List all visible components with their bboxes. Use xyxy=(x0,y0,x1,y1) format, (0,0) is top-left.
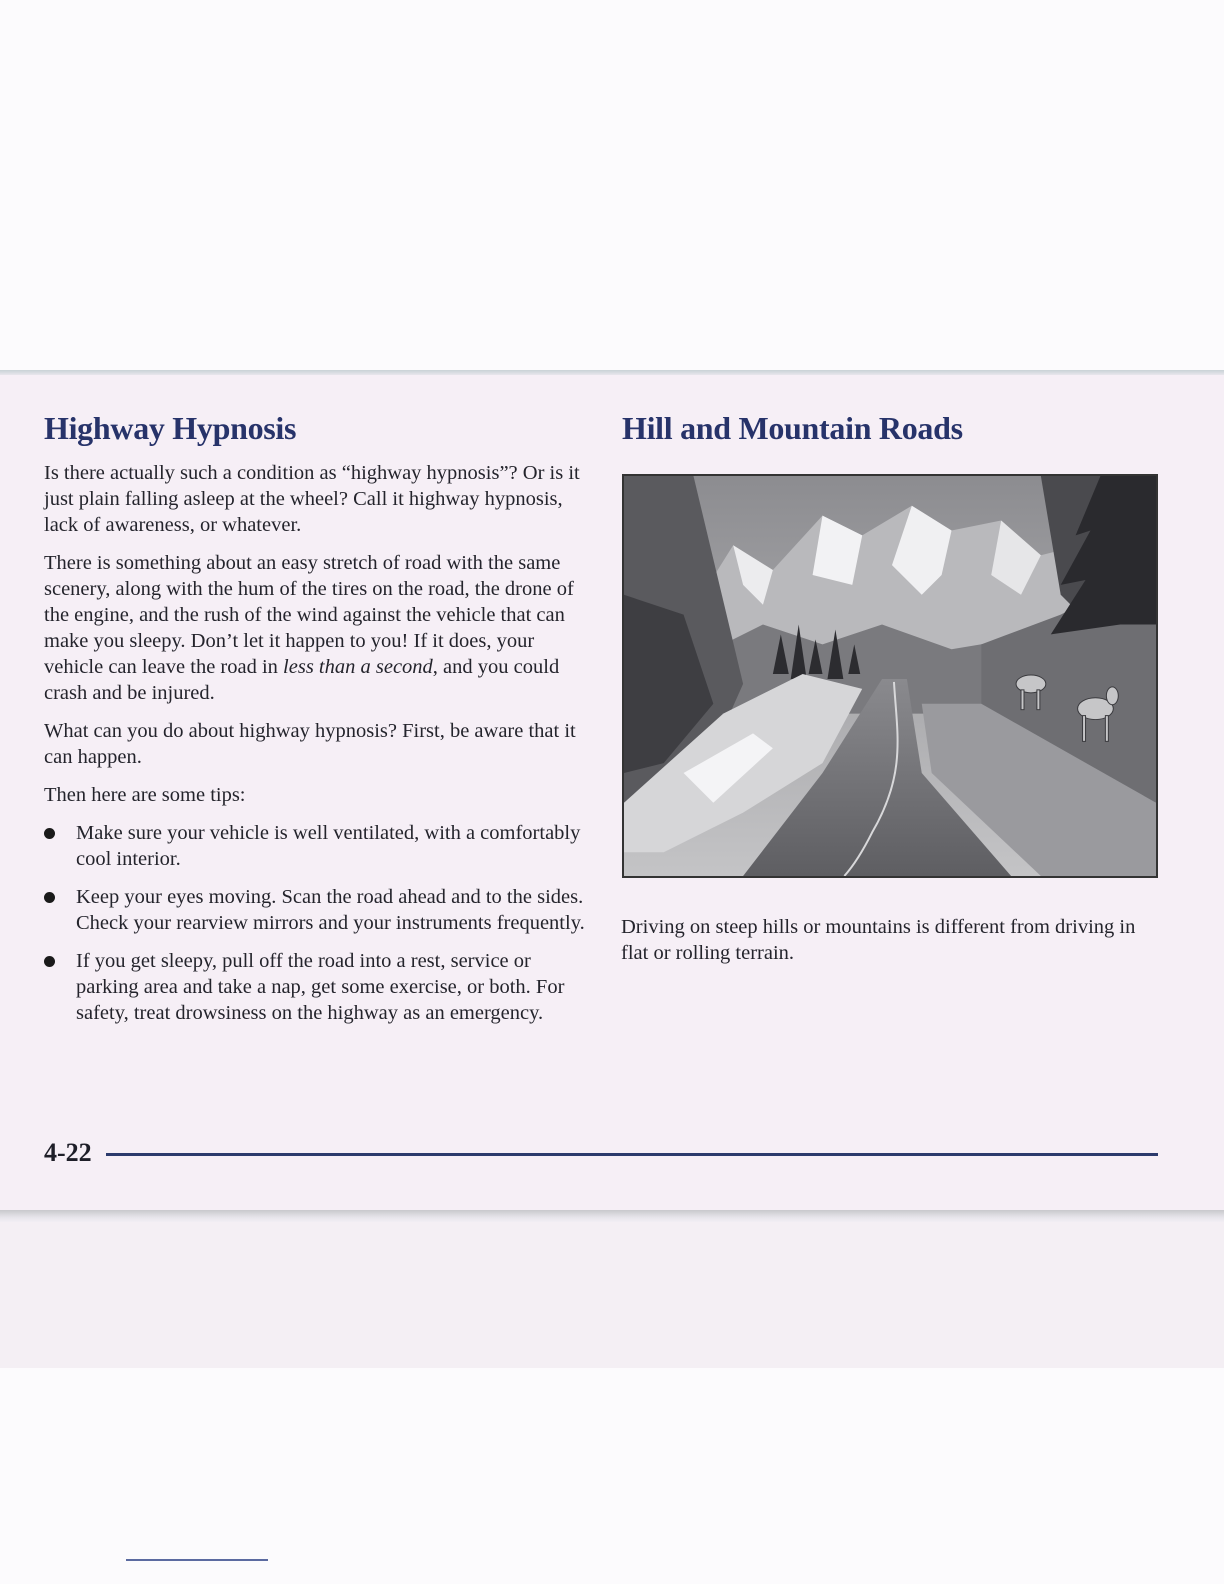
bullet-icon xyxy=(44,828,55,839)
mountain-road-drawing xyxy=(624,476,1156,876)
bullet-icon xyxy=(44,956,55,967)
mountain-road-illustration xyxy=(622,474,1158,878)
scenery-text-end: , and you could crash and be injured. xyxy=(44,656,560,704)
scenery-text-start: There is something about an easy stretch of road with the same scenery, along with the hum of the tires on the road, the drone of the engine, and the rush of the wind against the vehicle that can make you sleepy. Don’t let it happen to you! If it does, your vehicle can leave the road in xyxy=(44,552,574,678)
scan-margin xyxy=(0,1222,1224,1368)
list-item-text: If you get sleepy, pull off the road into a rest, service or parking area and take a nap, get some exercise, or both. For safety, treat drowsiness on the highway as an emergency. xyxy=(76,950,565,1024)
question-paragraph: What can you do about highway hypnosis? First, be aware that it can happen. xyxy=(44,720,576,768)
scenery-paragraph xyxy=(44,550,589,706)
tips-list xyxy=(44,820,589,1026)
list-item xyxy=(44,948,589,1026)
hill-mountain-caption: Driving on steep hills or mountains is different from driving in flat or rolling terrain. xyxy=(621,916,1136,964)
highway-hypnosis-heading: Highway Hypnosis xyxy=(44,410,297,446)
list-item xyxy=(44,820,589,872)
page-top-edge xyxy=(0,370,1224,375)
intro-paragraph: Is there actually such a condition as “highway hypnosis”? Or is it just plain falling asleep at the wheel? Call it highway hypnosis, lack of awareness, or whatever. xyxy=(44,462,580,536)
list-item-text: Keep your eyes moving. Scan the road ahead and to the sides. Check your rearview mirrors and your instruments frequently. xyxy=(76,886,585,934)
list-item-text: Make sure your vehicle is well ventilated, with a comfortably cool interior. xyxy=(76,822,581,870)
bullet-icon xyxy=(44,892,55,903)
tips-intro: Then here are some tips: xyxy=(44,784,246,806)
page-bottom-edge xyxy=(0,1210,1224,1222)
hill-mountain-heading: Hill and Mountain Roads xyxy=(622,410,963,446)
highway-hypnosis-body xyxy=(44,460,589,1038)
scenery-emphasis: less than a second xyxy=(283,656,433,678)
stray-underline xyxy=(126,1559,268,1561)
page-number: 4-22 xyxy=(44,1138,92,1167)
list-item xyxy=(44,884,589,936)
footer-rule xyxy=(106,1153,1158,1156)
